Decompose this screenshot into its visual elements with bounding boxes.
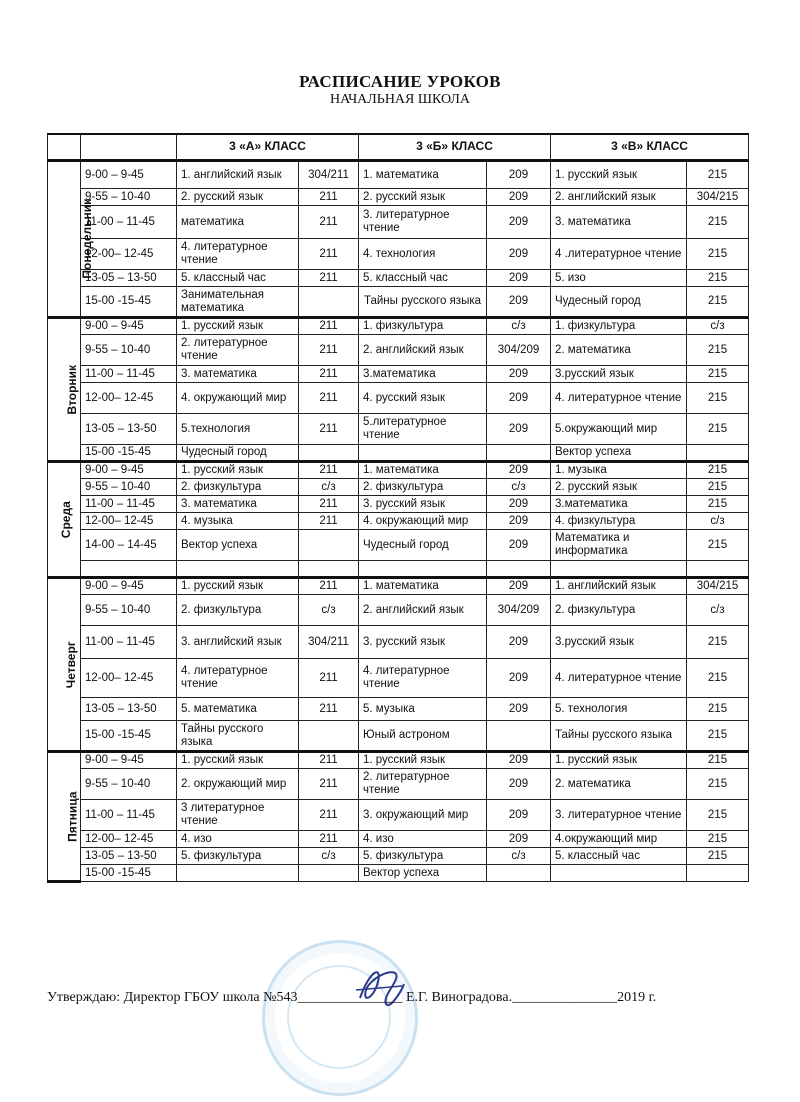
room-class-a: с/з xyxy=(299,848,359,865)
lesson-time: 12-00– 12-45 xyxy=(81,383,177,414)
lesson-time: 11-00 – 11-45 xyxy=(81,206,177,239)
subject-class-b: Тайны русского языка xyxy=(359,287,487,318)
subject-class-a: 1. английский язык xyxy=(177,161,299,189)
schedule-row xyxy=(48,462,749,479)
subject-class-a: 5. математика xyxy=(177,698,299,721)
room-class-v xyxy=(687,865,749,882)
class-header-v: 3 «В» КЛАСС xyxy=(551,134,749,161)
subject-class-v: 5.окружающий мир xyxy=(551,414,687,445)
room-class-v: с/з xyxy=(687,318,749,335)
room-class-v: 215 xyxy=(687,626,749,659)
subject-class-b: 1. физкультура xyxy=(359,318,487,335)
room-class-v: 215 xyxy=(687,414,749,445)
room-class-b: 304/209 xyxy=(487,335,551,366)
schedule-row xyxy=(48,865,749,882)
subject-class-a: 4. изо xyxy=(177,831,299,848)
room-class-b: 209 xyxy=(487,698,551,721)
lesson-time: 14-00 – 14-45 xyxy=(81,530,177,561)
schedule-row xyxy=(48,318,749,335)
schedule-row xyxy=(48,270,749,287)
schedule-row xyxy=(48,595,749,626)
room-class-a xyxy=(299,445,359,462)
lesson-time: 12-00– 12-45 xyxy=(81,659,177,698)
room-class-a: 211 xyxy=(299,239,359,270)
room-class-v: 215 xyxy=(687,161,749,189)
schedule-table xyxy=(47,133,749,883)
room-class-v xyxy=(687,561,749,578)
lesson-time: 9-00 – 9-45 xyxy=(81,318,177,335)
subject-class-v xyxy=(551,561,687,578)
schedule-row xyxy=(48,239,749,270)
day-name: Вторник xyxy=(65,364,80,415)
room-class-b: 209 xyxy=(487,530,551,561)
schedule-row xyxy=(48,721,749,752)
schedule-row xyxy=(48,848,749,865)
schedule-row xyxy=(48,366,749,383)
lesson-time: 9-00 – 9-45 xyxy=(81,462,177,479)
room-class-a xyxy=(299,721,359,752)
room-class-b xyxy=(487,561,551,578)
room-class-a: 304/211 xyxy=(299,161,359,189)
schedule-row xyxy=(48,287,749,318)
room-class-b: 209 xyxy=(487,414,551,445)
subject-class-b xyxy=(359,561,487,578)
subject-class-a: 1. русский язык xyxy=(177,318,299,335)
subject-class-v: 2. русский язык xyxy=(551,479,687,496)
class-header-b: 3 «Б» КЛАСС xyxy=(359,134,551,161)
subject-class-b: Чудесный город xyxy=(359,530,487,561)
subject-class-v: 2. математика xyxy=(551,335,687,366)
subject-class-b: 2. русский язык xyxy=(359,189,487,206)
subject-class-b: 3. окружающий мир xyxy=(359,800,487,831)
room-class-v: 215 xyxy=(687,752,749,769)
room-class-b: 209 xyxy=(487,659,551,698)
subject-class-a: 4. литературное чтение xyxy=(177,239,299,270)
subject-class-v: Чудесный город xyxy=(551,287,687,318)
subject-class-a: 4. музыка xyxy=(177,513,299,530)
room-class-a: 211 xyxy=(299,335,359,366)
room-class-b: 209 xyxy=(487,161,551,189)
subject-class-v: 4. литературное чтение xyxy=(551,383,687,414)
subject-class-v: 4. литературное чтение xyxy=(551,659,687,698)
lesson-time: 11-00 – 11-45 xyxy=(81,626,177,659)
header-row xyxy=(48,134,749,161)
subject-class-v: 1. русский язык xyxy=(551,161,687,189)
room-class-v: 215 xyxy=(687,496,749,513)
schedule-row xyxy=(48,698,749,721)
room-class-a: 211 xyxy=(299,752,359,769)
room-class-b: 209 xyxy=(487,239,551,270)
lesson-time: 15-00 -15-45 xyxy=(81,865,177,882)
lesson-time: 12-00– 12-45 xyxy=(81,831,177,848)
schedule-row xyxy=(48,414,749,445)
subject-class-a: 2. физкультура xyxy=(177,595,299,626)
class-header-a: 3 «А» КЛАСС xyxy=(177,134,359,161)
room-class-a xyxy=(299,287,359,318)
room-class-v: 215 xyxy=(687,769,749,800)
room-class-v: 215 xyxy=(687,383,749,414)
day-label xyxy=(48,462,81,578)
subject-class-b: 1. математика xyxy=(359,462,487,479)
room-class-v: 215 xyxy=(687,206,749,239)
room-class-v: 215 xyxy=(687,698,749,721)
subject-class-a: 3. английский язык xyxy=(177,626,299,659)
room-class-a: 211 xyxy=(299,318,359,335)
subject-class-v: Вектор успеха xyxy=(551,445,687,462)
schedule-row xyxy=(48,752,749,769)
room-class-a: 211 xyxy=(299,189,359,206)
subject-class-b: 5. физкультура xyxy=(359,848,487,865)
day-label xyxy=(48,578,81,752)
schedule-row xyxy=(48,335,749,366)
room-class-v: 304/215 xyxy=(687,189,749,206)
schedule-row xyxy=(48,383,749,414)
day-name: Понедельник xyxy=(80,199,95,279)
room-class-a: 211 xyxy=(299,513,359,530)
subject-class-v: Тайны русского языка xyxy=(551,721,687,752)
subject-class-v: 1. английский язык xyxy=(551,578,687,595)
room-class-b: 209 xyxy=(487,800,551,831)
subject-class-b: 5. музыка xyxy=(359,698,487,721)
room-class-a: 211 xyxy=(299,383,359,414)
room-class-b xyxy=(487,865,551,882)
room-class-b: с/з xyxy=(487,848,551,865)
schedule-row xyxy=(48,769,749,800)
room-class-b: 209 xyxy=(487,513,551,530)
room-class-a: 211 xyxy=(299,414,359,445)
lesson-time: 13-05 – 13-50 xyxy=(81,414,177,445)
lesson-time: 9-55 – 10-40 xyxy=(81,769,177,800)
room-class-v: 215 xyxy=(687,800,749,831)
lesson-time: 11-00 – 11-45 xyxy=(81,800,177,831)
subject-class-b: 4. окружающий мир xyxy=(359,513,487,530)
subject-class-a: 1. русский язык xyxy=(177,462,299,479)
room-class-a: 211 xyxy=(299,769,359,800)
day-label xyxy=(48,161,95,318)
room-class-v: 215 xyxy=(687,287,749,318)
subject-class-v: 5. классный час xyxy=(551,848,687,865)
subject-class-b: 2. литературное чтение xyxy=(359,769,487,800)
page-subtitle: НАЧАЛЬНАЯ ШКОЛА xyxy=(329,92,471,107)
subject-class-a: Чудесный город xyxy=(177,445,299,462)
subject-class-a: 4. литературное чтение xyxy=(177,659,299,698)
room-class-b: 209 xyxy=(487,462,551,479)
room-class-v: 215 xyxy=(687,831,749,848)
subject-class-a xyxy=(177,561,299,578)
subject-class-b: 5. классный час xyxy=(359,270,487,287)
schedule-row xyxy=(48,479,749,496)
room-class-a: 211 xyxy=(299,800,359,831)
lesson-time: 13-05 – 13-50 xyxy=(81,270,177,287)
subject-class-v: 2. математика xyxy=(551,769,687,800)
schedule-row xyxy=(48,189,749,206)
room-class-a: 211 xyxy=(299,831,359,848)
subject-class-b: 4. изо xyxy=(359,831,487,848)
room-class-a xyxy=(299,561,359,578)
schedule-row xyxy=(48,445,749,462)
subject-class-b: 3. русский язык xyxy=(359,626,487,659)
subject-class-b: 4. технология xyxy=(359,239,487,270)
lesson-time: 9-00 – 9-45 xyxy=(81,752,177,769)
room-class-b: 304/209 xyxy=(487,595,551,626)
lesson-time: 9-55 – 10-40 xyxy=(81,335,177,366)
schedule-row xyxy=(48,831,749,848)
subject-class-b: 2. английский язык xyxy=(359,335,487,366)
subject-class-b: Юный астроном xyxy=(359,721,487,752)
room-class-b: 209 xyxy=(487,752,551,769)
subject-class-a: 4. окружающий мир xyxy=(177,383,299,414)
lesson-time xyxy=(81,561,177,578)
subject-class-a: Занимательная математика xyxy=(177,287,299,318)
subject-class-a: 2. окружающий мир xyxy=(177,769,299,800)
room-class-v: 215 xyxy=(687,335,749,366)
room-class-v: 215 xyxy=(687,366,749,383)
lesson-time: 9-55 – 10-40 xyxy=(81,189,177,206)
schedule-row xyxy=(48,530,749,561)
subject-class-v: 2. английский язык xyxy=(551,189,687,206)
subject-class-v: 1. музыка xyxy=(551,462,687,479)
room-class-b xyxy=(487,445,551,462)
room-class-v: 215 xyxy=(687,721,749,752)
lesson-time: 13-05 – 13-50 xyxy=(81,848,177,865)
subject-class-a: Тайны русского языка xyxy=(177,721,299,752)
schedule-row xyxy=(48,513,749,530)
room-class-b: с/з xyxy=(487,318,551,335)
subject-class-a: 5. физкультура xyxy=(177,848,299,865)
schedule-row xyxy=(48,800,749,831)
room-class-a: 211 xyxy=(299,496,359,513)
room-class-b: 209 xyxy=(487,383,551,414)
room-class-b: 209 xyxy=(487,206,551,239)
subject-class-v: 2. физкультура xyxy=(551,595,687,626)
room-class-v: с/з xyxy=(687,513,749,530)
subject-class-v: 3.русский язык xyxy=(551,626,687,659)
room-class-v: 215 xyxy=(687,530,749,561)
schedule-row xyxy=(48,578,749,595)
subject-class-v: 3.математика xyxy=(551,496,687,513)
subject-class-a: 1. русский язык xyxy=(177,578,299,595)
room-class-a: 211 xyxy=(299,698,359,721)
room-class-b xyxy=(487,721,551,752)
subject-class-b: 1. математика xyxy=(359,161,487,189)
subject-class-b: 3. литературное чтение xyxy=(359,206,487,239)
subject-class-a xyxy=(177,865,299,882)
room-class-a: 304/211 xyxy=(299,626,359,659)
subject-class-a: 3. математика xyxy=(177,496,299,513)
schedule-row xyxy=(48,659,749,698)
subject-class-a: математика xyxy=(177,206,299,239)
room-class-b: 209 xyxy=(487,287,551,318)
room-class-v: 215 xyxy=(687,659,749,698)
lesson-time: 9-55 – 10-40 xyxy=(81,595,177,626)
room-class-v xyxy=(687,445,749,462)
room-class-b: 209 xyxy=(487,496,551,513)
room-class-a: 211 xyxy=(299,366,359,383)
schedule-row xyxy=(48,161,749,189)
room-class-v: 215 xyxy=(687,239,749,270)
subject-class-a: 3 литературное чтение xyxy=(177,800,299,831)
room-class-v: 215 xyxy=(687,270,749,287)
room-class-a xyxy=(299,865,359,882)
corner-cell xyxy=(48,134,81,161)
subject-class-v: 1. русский язык xyxy=(551,752,687,769)
subject-class-v: 1. физкультура xyxy=(551,318,687,335)
schedule-row xyxy=(48,561,749,578)
subject-class-b: 3.математика xyxy=(359,366,487,383)
subject-class-v: 3. литературное чтение xyxy=(551,800,687,831)
room-class-b: 209 xyxy=(487,578,551,595)
room-class-a: 211 xyxy=(299,659,359,698)
subject-class-b xyxy=(359,445,487,462)
subject-class-a: 2. литературное чтение xyxy=(177,335,299,366)
day-name: Среда xyxy=(58,501,73,538)
room-class-b: 209 xyxy=(487,769,551,800)
subject-class-v: 3.русский язык xyxy=(551,366,687,383)
subject-class-b: 5.литературное чтение xyxy=(359,414,487,445)
lesson-time: 9-00 – 9-45 xyxy=(81,578,177,595)
room-class-b: 209 xyxy=(487,366,551,383)
room-class-a: с/з xyxy=(299,595,359,626)
lesson-time: 11-00 – 11-45 xyxy=(81,496,177,513)
subject-class-b: Вектор успеха xyxy=(359,865,487,882)
director-signature xyxy=(352,960,412,1015)
subject-class-a: 2. физкультура xyxy=(177,479,299,496)
room-class-v: 215 xyxy=(687,479,749,496)
subject-class-a: 5.технология xyxy=(177,414,299,445)
lesson-time: 15-00 -15-45 xyxy=(81,721,177,752)
subject-class-a: 2. русский язык xyxy=(177,189,299,206)
lesson-time: 9-00 – 9-45 xyxy=(81,161,177,189)
room-class-b: с/з xyxy=(487,479,551,496)
day-label xyxy=(48,318,81,462)
subject-class-b: 1. математика xyxy=(359,578,487,595)
subject-class-v: 4.окружающий мир xyxy=(551,831,687,848)
subject-class-b: 4. литературное чтение xyxy=(359,659,487,698)
subject-class-b: 4. русский язык xyxy=(359,383,487,414)
lesson-time: 11-00 – 11-45 xyxy=(81,366,177,383)
room-class-b: 209 xyxy=(487,626,551,659)
subject-class-v xyxy=(551,865,687,882)
subject-class-b: 1. русский язык xyxy=(359,752,487,769)
room-class-a: 211 xyxy=(299,206,359,239)
corner-cell-time xyxy=(81,134,177,161)
room-class-b: 209 xyxy=(487,831,551,848)
subject-class-a: Вектор успеха xyxy=(177,530,299,561)
subject-class-a: 1. русский язык xyxy=(177,752,299,769)
page-title: РАСПИСАНИЕ УРОКОВ xyxy=(299,72,501,91)
room-class-a: 211 xyxy=(299,578,359,595)
day-name: Пятница xyxy=(65,791,80,842)
lesson-time: 15-00 -15-45 xyxy=(81,287,177,318)
room-class-b: 209 xyxy=(487,189,551,206)
room-class-v: 304/215 xyxy=(687,578,749,595)
schedule-row xyxy=(48,496,749,513)
lesson-time: 12-00– 12-45 xyxy=(81,239,177,270)
room-class-b: 209 xyxy=(487,270,551,287)
subject-class-b: 2. физкультура xyxy=(359,479,487,496)
subject-class-b: 2. английский язык xyxy=(359,595,487,626)
approval-line: Утверждаю: Директор ГБОУ школа №543_______________ Е.Г. Виноградова._______________2019 г. xyxy=(47,990,657,1005)
schedule-row xyxy=(48,206,749,239)
subject-class-a: 3. математика xyxy=(177,366,299,383)
room-class-a xyxy=(299,530,359,561)
room-class-v: 215 xyxy=(687,462,749,479)
lesson-time: 13-05 – 13-50 xyxy=(81,698,177,721)
room-class-a: 211 xyxy=(299,270,359,287)
subject-class-v: Математика и информатика xyxy=(551,530,687,561)
subject-class-v: 5. технология xyxy=(551,698,687,721)
room-class-a: с/з xyxy=(299,479,359,496)
subject-class-b: 3. русский язык xyxy=(359,496,487,513)
room-class-v: с/з xyxy=(687,595,749,626)
room-class-a: 211 xyxy=(299,462,359,479)
subject-class-v: 4. физкультура xyxy=(551,513,687,530)
day-label xyxy=(48,752,81,882)
lesson-time: 12-00– 12-45 xyxy=(81,513,177,530)
day-name: Четверг xyxy=(63,640,78,689)
subject-class-v: 3. математика xyxy=(551,206,687,239)
subject-class-a: 5. классный час xyxy=(177,270,299,287)
subject-class-v: 4 .литературное чтение xyxy=(551,239,687,270)
subject-class-v: 5. изо xyxy=(551,270,687,287)
schedule-row xyxy=(48,626,749,659)
room-class-v: 215 xyxy=(687,848,749,865)
lesson-time: 15-00 -15-45 xyxy=(81,445,177,462)
lesson-time: 9-55 – 10-40 xyxy=(81,479,177,496)
